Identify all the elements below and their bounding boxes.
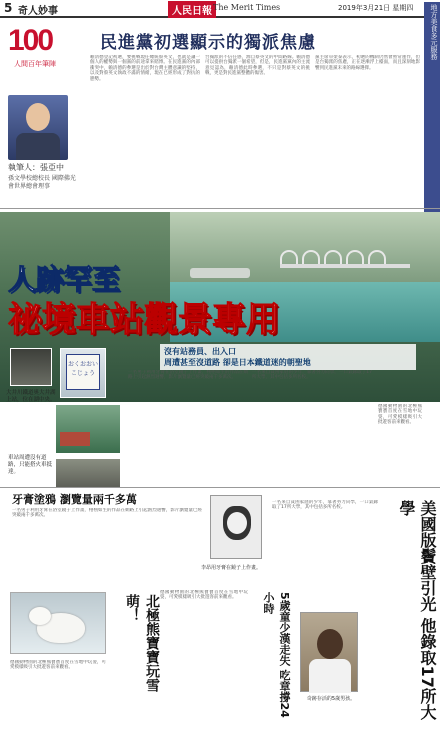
logo-caption: 人間百年筆陣 [14, 60, 56, 68]
section-divider [0, 208, 440, 209]
feature-subtitle-line-2: 周遭甚至沒道路 卻是日本鐵道迷的朝聖地 [164, 358, 311, 367]
feature-body-3: 德國動物園的北極熊寶寶首度在雪地中玩耍，可愛模樣吸引大批遊客前來觀看。 [378, 404, 422, 426]
bridge-arches [280, 250, 400, 280]
station-sign: おくおおい こじょう [66, 354, 100, 390]
barber-headline: 美國版鬢壁引光 他錄取17所大學 [397, 500, 437, 720]
commentary-column-2: 台獨派的不信任感，源自蔡英文的中間路線。賴清德可以提供台獨派一個希望，但是，民進黨黨內的主流意見認為，賴清德此時參選，不只是對蔡英文的挑戰，更是對民進黨整體的傷害。 [205, 55, 310, 77]
commentary-column-3: 黨主席卓榮泰表示，初選的機制仍然會照常運作，但是台獨派的焦慮，正在逐漸浮上檯面，而且深刻地影響到民進黨未來的路線選擇。 [315, 55, 420, 71]
boy-photo-caption: 奇跡存活的5歲男孩。 [306, 696, 356, 702]
boy-face [317, 629, 343, 659]
author-suit [16, 133, 60, 160]
train [190, 268, 250, 278]
toothpaste-art-photo [210, 495, 262, 559]
section-divider-2 [0, 487, 440, 488]
feature-body-1: 一名男子利用牙膏在浴室鏡子上作畫，栩栩如生的作品在網路上引起熱烈迴響，影片瀏覽量已經突破兩千多萬次。 [128, 370, 248, 381]
bear-headline: 北極熊寶寶玩雪萌！ [124, 594, 160, 692]
newspaper-logo: 人民日報 [168, 1, 216, 18]
bear-body-text: 德國動物園的北極熊寶寶首度在雪地中玩耍，可愛模樣吸引大批遊客前來觀看。 [160, 590, 248, 601]
rails-caption: 車站周遭沒有道路，只能搭火車抵達。 [8, 455, 53, 475]
commentary-headline: 民進黨初選顯示的獨派焦慮 [100, 33, 316, 53]
feature-subtitle [160, 344, 416, 370]
hundred-year-logo [8, 24, 80, 70]
feature-subtitle-line-1: 沒有站務員、出入口 [164, 347, 236, 356]
author-photo [8, 95, 68, 160]
portrait-face [227, 512, 247, 534]
toothpaste-photo-caption: 李昂用牙膏在鏡子上作畫。 [200, 565, 261, 571]
bear-head [29, 607, 51, 625]
feature-body-2: 一名來自貧困家庭的少年，靠著努力向學，一口氣錄取了17所大學，其中包括多所名校。 [252, 370, 372, 381]
rails-photo [55, 458, 121, 488]
tunnel-caption: 大井川鐵道奧大井湖上站，位在湖中央。 [6, 390, 56, 403]
bear-body-text-2: 德國動物園的北極熊寶寶首度在雪地中玩耍，可愛模樣吸引大批遊客前來觀看。 [10, 660, 106, 671]
feature-title-line-1: 人跡罕至 [8, 264, 121, 295]
polar-bear-photo [10, 592, 106, 654]
forest-photo [55, 404, 121, 454]
boy-headline: 5歲童少漢走失 吃章撐24小時 [262, 592, 291, 718]
author-note: 孫文學校總校長 國際佛光會世界總會理事 [8, 175, 76, 190]
toothpaste-body: 一名男子利用牙膏在浴室鏡子上作畫，栩栩如生的作品在網路上引起熱烈迴響，影片瀏覽量已經突破兩千多萬次。 [12, 508, 202, 519]
red-building [60, 432, 90, 446]
boy-shirt [309, 659, 351, 693]
section-title: 奇人妙事 [18, 6, 58, 17]
tunnel-photo [10, 348, 52, 386]
author-name: 執筆人：張亞中 [8, 163, 64, 172]
commentary-column-1: 賴清德登記初選，要挑戰現任總統蔡英文，也就是讓一個人的權勢與一個黨的前途拿來賭博。在民進黨的內部衝突中，賴清德的參選是出於對台灣主體意識的堅持，以及對蔡英文執政不滿的情緒，現在已經形成了對抗的態勢。 [90, 55, 200, 82]
newspaper-english-name: The Merit Times [213, 3, 281, 12]
page-number: 5 [4, 1, 13, 15]
author-face [26, 103, 50, 131]
feature-title-line-2: 祕境車站觀景專用 [8, 301, 280, 339]
side-ad-text: 地方美食多元服務 [430, 4, 438, 60]
logo-number: 100 [8, 24, 53, 57]
page-header [0, 0, 440, 18]
toothpaste-headline: 牙膏塗鴉 瀏覽量兩千多萬 [12, 493, 137, 506]
barber-body-text: 一名來自貧困家庭的少年，靠著努力向學，一口氣錄取了17所大學，其中包括多所名校。 [272, 500, 378, 511]
boy-photo [300, 612, 358, 692]
issue-date: 2019年3月21日 星期四 [338, 4, 414, 12]
